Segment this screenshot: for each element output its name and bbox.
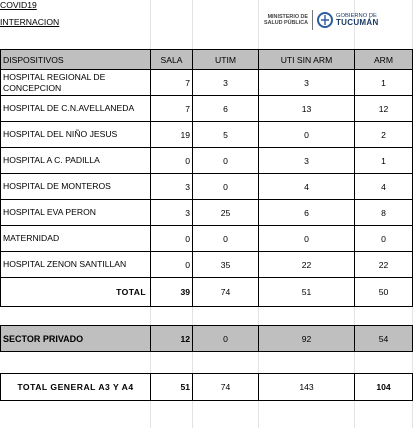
total-general-uti-sin-arm: 143 — [259, 374, 355, 401]
utim-value: 0 — [193, 174, 259, 200]
total-general-row — [1, 374, 413, 401]
government-line-2: TUCUMÁN — [336, 17, 379, 27]
sala-value: 3 — [151, 200, 193, 226]
hospital-name: HOSPITAL DEL NIÑO JESUS — [1, 122, 151, 148]
sala-value: 7 — [151, 96, 193, 122]
government-label — [336, 13, 379, 27]
spacer-row — [1, 352, 413, 374]
total-general-utim: 74 — [193, 374, 259, 401]
hospital-name: HOSPITAL EVA PERON — [1, 200, 151, 226]
utim-value: 5 — [193, 122, 259, 148]
tucuman-emblem-icon — [317, 12, 333, 28]
uti-sin-arm-value: 22 — [259, 252, 355, 278]
total-uti-sin-arm: 51 — [259, 278, 355, 307]
total-row — [1, 278, 413, 307]
sheet-subtitle: INTERNACION — [0, 17, 60, 27]
arm-value: 12 — [355, 96, 413, 122]
arm-value: 22 — [355, 252, 413, 278]
col-header-utim: UTIM — [193, 50, 259, 70]
table-row — [1, 148, 413, 174]
total-sala: 39 — [151, 278, 193, 307]
utim-value: 6 — [193, 96, 259, 122]
table-header-row — [1, 50, 413, 70]
arm-value: 1 — [355, 70, 413, 96]
arm-value: 0 — [355, 226, 413, 252]
government-line-1: GOBIERNO DE — [336, 13, 377, 19]
total-utim: 74 — [193, 278, 259, 307]
hospital-name: MATERNIDAD — [1, 226, 151, 252]
table-row — [1, 200, 413, 226]
uti-sin-arm-value: 0 — [259, 122, 355, 148]
spacer-row — [1, 307, 413, 326]
sala-value: 7 — [151, 70, 193, 96]
table-row — [1, 96, 413, 122]
uti-sin-arm-value: 4 — [259, 174, 355, 200]
hospital-name: HOSPITAL REGIONAL DE CONCEPCION — [1, 70, 151, 96]
total-label: TOTAL — [1, 278, 151, 307]
sector-privado-label: SECTOR PRIVADO — [1, 326, 151, 352]
sala-value: 0 — [151, 148, 193, 174]
uti-sin-arm-value: 6 — [259, 200, 355, 226]
total-general-label: TOTAL GENERAL A3 Y A4 — [1, 374, 151, 401]
total-arm: 50 — [355, 278, 413, 307]
table-row — [1, 122, 413, 148]
hospital-name: HOSPITAL DE MONTEROS — [1, 174, 151, 200]
government-logo — [258, 10, 379, 30]
sala-value: 19 — [151, 122, 193, 148]
arm-value: 4 — [355, 174, 413, 200]
hospital-name: HOSPITAL DE C.N.AVELLANEDA — [1, 96, 151, 122]
sala-value: 0 — [151, 226, 193, 252]
sheet-title: COVID19 — [0, 0, 37, 10]
internacion-table — [0, 49, 413, 401]
hospital-name: HOSPITAL ZENON SANTILLAN — [1, 252, 151, 278]
total-general-arm: 104 — [355, 374, 413, 401]
uti-sin-arm-value: 0 — [259, 226, 355, 252]
uti-sin-arm-value: 3 — [259, 70, 355, 96]
logo-divider — [312, 10, 313, 30]
ministry-line-1: MINISTERIO DE — [267, 14, 308, 20]
total-general-sala: 51 — [151, 374, 193, 401]
table-row — [1, 70, 413, 96]
sector-privado-uti-sin-arm: 92 — [259, 326, 355, 352]
col-header-arm: ARM — [355, 50, 413, 70]
table-row — [1, 174, 413, 200]
col-header-sala: SALA — [151, 50, 193, 70]
utim-value: 3 — [193, 70, 259, 96]
table-row — [1, 226, 413, 252]
sector-privado-sala: 12 — [151, 326, 193, 352]
sector-privado-row — [1, 326, 413, 352]
ministry-line-2: SALUD PÚBLICA — [263, 20, 308, 26]
hospital-name: HOSPITAL A C. PADILLA — [1, 148, 151, 174]
sala-value: 3 — [151, 174, 193, 200]
uti-sin-arm-value: 13 — [259, 96, 355, 122]
sala-value: 0 — [151, 252, 193, 278]
arm-value: 8 — [355, 200, 413, 226]
sector-privado-utim: 0 — [193, 326, 259, 352]
arm-value: 2 — [355, 122, 413, 148]
utim-value: 35 — [193, 252, 259, 278]
sector-privado-arm: 54 — [355, 326, 413, 352]
table-row — [1, 252, 413, 278]
ministry-label — [258, 14, 308, 26]
uti-sin-arm-value: 3 — [259, 148, 355, 174]
col-header-dispositivos: DISPOSITIVOS — [1, 50, 151, 70]
col-header-uti-sin-arm: UTI SIN ARM — [259, 50, 355, 70]
utim-value: 25 — [193, 200, 259, 226]
utim-value: 0 — [193, 148, 259, 174]
utim-value: 0 — [193, 226, 259, 252]
arm-value: 1 — [355, 148, 413, 174]
